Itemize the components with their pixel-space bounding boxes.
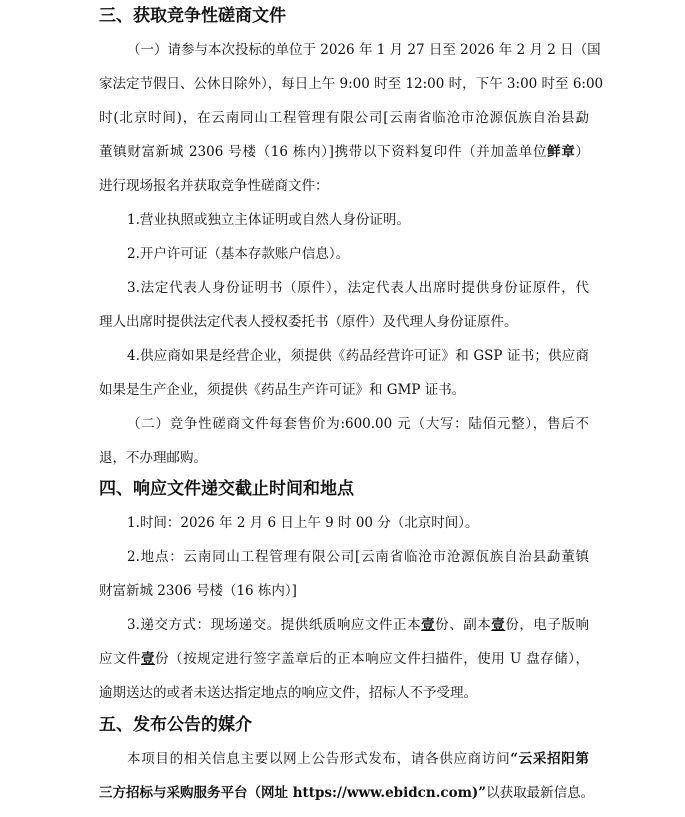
s3-paragraph-1-line-3: 时(北京时间)，在云南同山工程管理有限公司[云南省临沧市沧源佤族自治县勐: [99, 110, 589, 126]
s4-copy-count: 壹: [491, 617, 506, 633]
s4-electronic-count: 壹: [141, 651, 156, 667]
s4-time: 1.时间：2026 年 2 月 6 日上午 9 时 00 分（北京时间）。: [127, 515, 479, 531]
section-3-heading: 三、获取竞争性磋商文件: [99, 6, 286, 26]
section-5-heading: 五、发布公告的媒介: [99, 715, 252, 735]
s4-method-line-3: 逾期送达的或者未送达指定地点的响应文件，招标人不予受理。: [99, 685, 477, 701]
s5-line-1-text: 本项目的相关信息主要以网上公告形式发布，请各供应商访问: [127, 751, 511, 767]
s5-platform-name-end: 三方招标与采购服务平台（网址 https://www.ebidcn.com)”: [99, 785, 487, 801]
s3-item-1: 1.营业执照或独立主体证明或自然人身份证明。: [127, 212, 410, 228]
s5-platform-name-start: “云采招阳第: [510, 751, 590, 767]
s4-method-text-1: 3.递交方式：现场递交。提供纸质响应文件正本: [127, 617, 422, 633]
s3-p1-l4-end: ）: [575, 144, 589, 160]
s5-line-1: [127, 749, 589, 769]
s4-method-text-3: 份，电子版响: [505, 617, 590, 633]
s3-paragraph-2-line-1: （二）竞争性磋商文件每套售价为:600.00 元（大写：陆佰元整），售后不: [127, 416, 589, 432]
s3-paragraph-1-line-1: （一）请参与本次投标的单位于 2026 年 1 月 27 日至 2026 年 2 月 2 日（国: [127, 42, 601, 58]
section-4-heading: 四、响应文件递交截止时间和地点: [99, 479, 354, 499]
s4-method-line-1: [127, 615, 589, 635]
s4-method-text-5: 份（按规定进行签字盖章后的正本响应文件扫描件，使用 U 盘存储），: [155, 651, 590, 667]
s4-method-text-4: 应文件: [99, 651, 142, 667]
s3-item-3-line-2: 理人出席时提供法定代表人授权委托书（原件）及代理人身份证原件。: [99, 314, 518, 330]
s3-item-2: 2.开户许可证（基本存款账户信息）。: [127, 246, 350, 262]
s4-method-text-2: 份、副本: [435, 617, 492, 633]
s3-paragraph-1-line-5: 进行现场报名并获取竞争性磋商文件：: [99, 178, 329, 194]
s4-location-line-2: 财富新城 2306 号楼（16 栋内）]: [99, 583, 297, 599]
s3-paragraph-2-line-2: 退，不办理邮购。: [99, 450, 207, 466]
s4-location-line-1: 2.地点：云南同山工程管理有限公司[云南省临沧市沧源佤族自治县勐董镇: [127, 549, 589, 565]
s3-item-4-line-2: 如果是生产企业，须提供《药品生产许可证》和 GMP 证书。: [99, 382, 466, 398]
s3-item-4-line-1: 4.供应商如果是经营企业，须提供《药品经营许可证》和 GSP 证书；供应商: [127, 348, 589, 364]
s3-paragraph-1-line-4: [99, 142, 589, 162]
s5-line-2-text: 以获取最新信息。: [486, 785, 595, 801]
s3-p1-l4-text: 董镇财富新城 2306 号楼（16 栋内）]携带以下资料复印件（并加盖单位: [99, 144, 548, 160]
s4-original-count: 壹: [421, 617, 436, 633]
s3-p1-l4-bold: 鲜章: [547, 144, 576, 160]
s5-line-2: [99, 783, 595, 803]
s4-method-line-2: [99, 649, 589, 669]
s3-item-3-line-1: 3.法定代表人身份证明书（原件），法定代表人出席时提供身份证原件，代: [127, 280, 589, 296]
s3-paragraph-1-line-2: 家法定节假日、公休日除外），每日上午 9:00 时至 12:00 时，下午 3:00 时至 6:00: [99, 76, 604, 92]
